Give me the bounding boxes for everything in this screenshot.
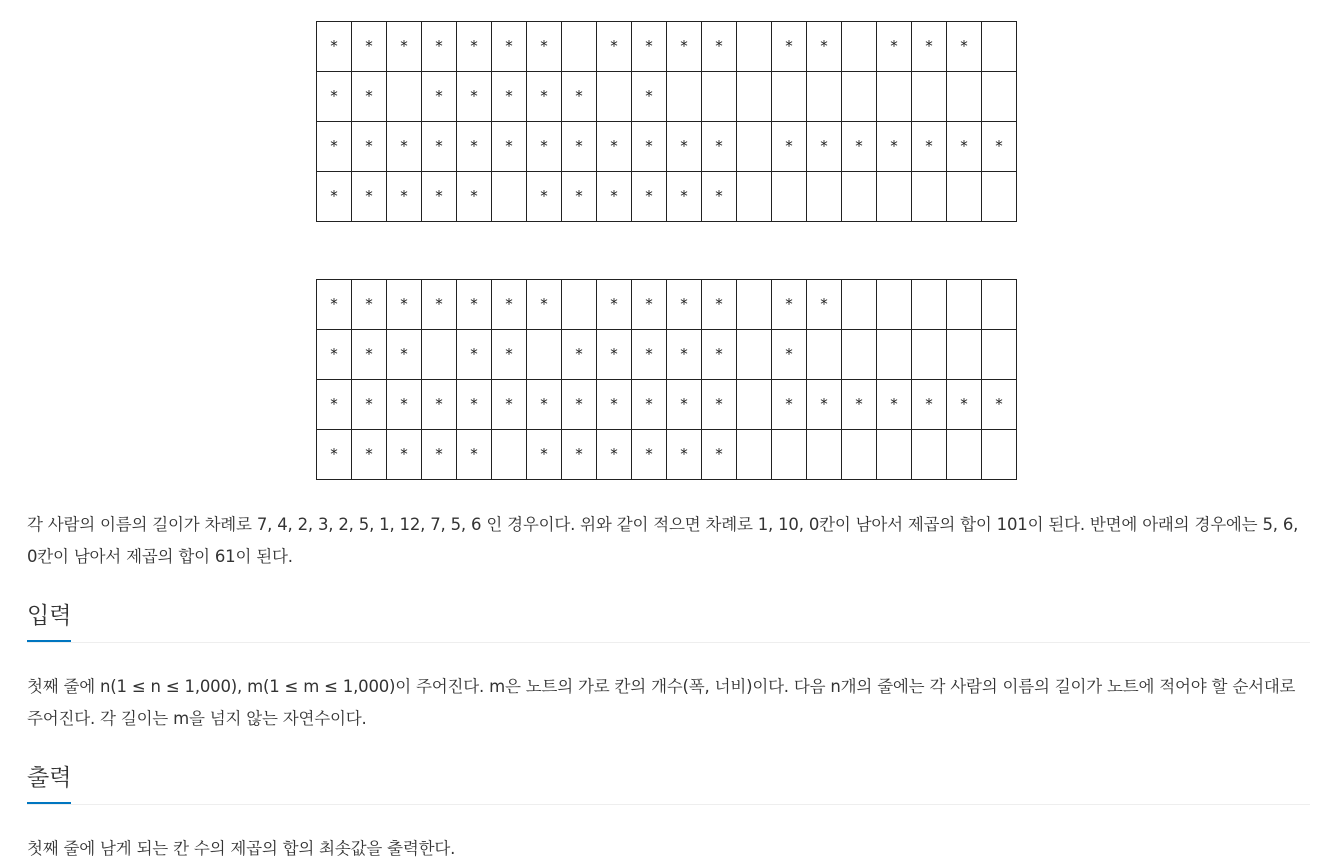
- grid-cell-filled: *: [527, 22, 562, 72]
- grid-row: [317, 22, 1017, 72]
- note-grid-example-2: [316, 279, 1017, 480]
- grid-cell-filled: *: [492, 280, 527, 330]
- grid-cell-empty: [877, 430, 912, 480]
- grid-cell-filled: *: [317, 280, 352, 330]
- grid-cell-filled: *: [527, 430, 562, 480]
- grid-cell-filled: *: [947, 122, 982, 172]
- grid-cell-empty: [982, 280, 1017, 330]
- grid-cell-filled: *: [422, 172, 457, 222]
- grid-cell-filled: *: [317, 380, 352, 430]
- grid-cell-empty: [422, 330, 457, 380]
- output-section-header: [27, 762, 1310, 805]
- grid-cell-filled: *: [842, 380, 877, 430]
- grid-cell-empty: [877, 280, 912, 330]
- grid-cell-empty: [912, 280, 947, 330]
- grid-cell-filled: *: [492, 22, 527, 72]
- grid-cell-empty: [737, 330, 772, 380]
- grid-cell-filled: *: [527, 122, 562, 172]
- grid-cell-filled: *: [317, 22, 352, 72]
- grid-cell-filled: *: [772, 380, 807, 430]
- grid-cell-filled: *: [422, 22, 457, 72]
- grid-cell-empty: [877, 72, 912, 122]
- grid-cell-filled: *: [597, 280, 632, 330]
- problem-content: [27, 0, 1310, 863]
- grid-cell-filled: *: [562, 330, 597, 380]
- grid-cell-filled: *: [457, 122, 492, 172]
- grid-cell-empty: [947, 280, 982, 330]
- grid-cell-filled: *: [457, 380, 492, 430]
- grid-cell-filled: *: [702, 280, 737, 330]
- grid-cell-filled: *: [632, 380, 667, 430]
- grid-cell-empty: [737, 280, 772, 330]
- grid-cell-filled: *: [772, 280, 807, 330]
- grid-row: [317, 72, 1017, 122]
- grid-cell-empty: [492, 172, 527, 222]
- grid-cell-filled: *: [352, 122, 387, 172]
- grid-row: [317, 172, 1017, 222]
- grid-cell-filled: *: [982, 380, 1017, 430]
- grid-cell-empty: [877, 172, 912, 222]
- grid-cell-filled: *: [317, 172, 352, 222]
- grid-cell-filled: *: [597, 122, 632, 172]
- grid-cell-filled: *: [912, 22, 947, 72]
- grid-cell-empty: [842, 430, 877, 480]
- grid-cell-empty: [737, 172, 772, 222]
- grid-cell-empty: [387, 72, 422, 122]
- grid-cell-filled: *: [702, 380, 737, 430]
- grid-cell-filled: *: [702, 22, 737, 72]
- grid-cell-filled: *: [632, 172, 667, 222]
- grid-cell-filled: *: [492, 72, 527, 122]
- grid-cell-filled: *: [842, 122, 877, 172]
- grid-cell-filled: *: [317, 430, 352, 480]
- grid-cell-empty: [982, 172, 1017, 222]
- grid-cell-filled: *: [877, 22, 912, 72]
- grid-cell-filled: *: [527, 280, 562, 330]
- grid-row: [317, 280, 1017, 330]
- grid-cell-filled: *: [807, 22, 842, 72]
- grid-cell-filled: *: [457, 22, 492, 72]
- grid-cell-empty: [807, 430, 842, 480]
- grid-cell-filled: *: [387, 280, 422, 330]
- grid-cell-empty: [702, 72, 737, 122]
- grid-cell-filled: *: [772, 330, 807, 380]
- output-section-title: 출력: [27, 762, 71, 804]
- grid-cell-empty: [982, 72, 1017, 122]
- grid-cell-empty: [982, 330, 1017, 380]
- grid-cell-empty: [842, 280, 877, 330]
- grid-cell-filled: *: [807, 280, 842, 330]
- grid-cell-empty: [737, 380, 772, 430]
- grid-cell-filled: *: [667, 280, 702, 330]
- grid-cell-empty: [842, 72, 877, 122]
- grid-cell-filled: *: [562, 380, 597, 430]
- grid-cell-filled: *: [877, 380, 912, 430]
- grid-cell-filled: *: [562, 430, 597, 480]
- grid-cell-filled: *: [597, 330, 632, 380]
- grid-cell-empty: [772, 72, 807, 122]
- grid-cell-empty: [947, 72, 982, 122]
- grid-cell-empty: [912, 330, 947, 380]
- grid-cell-filled: *: [492, 380, 527, 430]
- grid-cell-filled: *: [422, 430, 457, 480]
- grid-cell-empty: [982, 22, 1017, 72]
- grid-cell-filled: *: [387, 380, 422, 430]
- grid-cell-filled: *: [457, 430, 492, 480]
- problem-description: 각 사람의 이름의 길이가 차례로 7, 4, 2, 3, 2, 5, 1, 12, 7, 5, 6 인 경우이다. 위와 같이 적으면 차례로 1, 10, 0칸이 남아서 제곱의 합이 101이 된다. 반면에 아래의 경우에는 5, 6, 0칸이 남아서 제곱의 합이 61이 된다.: [27, 515, 1299, 566]
- grid-cell-filled: *: [597, 22, 632, 72]
- grid-cell-filled: *: [492, 122, 527, 172]
- grid-cell-filled: *: [352, 172, 387, 222]
- grid-cell-empty: [912, 430, 947, 480]
- input-description: 첫째 줄에 n(1 ≤ n ≤ 1,000), m(1 ≤ m ≤ 1,000)이 주어진다. m은 노트의 가로 칸의 개수(폭, 너비)이다. 다음 n개의 줄에는 각 사람의 이름의 길이가 노트에 적어야 할 순서대로 주어진다. 각 길이는 m을 넘지 않는 자연수이다.: [27, 677, 1296, 728]
- grid-cell-filled: *: [422, 280, 457, 330]
- grid-cell-filled: *: [632, 330, 667, 380]
- grid-cell-filled: *: [982, 122, 1017, 172]
- grid-cell-filled: *: [947, 380, 982, 430]
- grid-cell-filled: *: [317, 122, 352, 172]
- grid-cell-filled: *: [632, 280, 667, 330]
- input-section-title: 입력: [27, 600, 71, 642]
- grid-cell-filled: *: [667, 380, 702, 430]
- grid-cell-filled: *: [667, 430, 702, 480]
- grid-cell-filled: *: [457, 280, 492, 330]
- grid-cell-filled: *: [352, 22, 387, 72]
- grid-cell-filled: *: [597, 380, 632, 430]
- grid-cell-empty: [562, 22, 597, 72]
- grid-cell-empty: [842, 330, 877, 380]
- grid-cell-empty: [842, 22, 877, 72]
- grid-cell-empty: [807, 172, 842, 222]
- grid-cell-filled: *: [457, 172, 492, 222]
- grid-row: [317, 330, 1017, 380]
- grid-cell-filled: *: [702, 330, 737, 380]
- grid-cell-filled: *: [387, 330, 422, 380]
- grid-cell-empty: [562, 280, 597, 330]
- grid-cell-filled: *: [527, 172, 562, 222]
- grid-cell-empty: [842, 172, 877, 222]
- grid-cell-empty: [667, 72, 702, 122]
- grid-cell-filled: *: [632, 72, 667, 122]
- grid-cell-filled: *: [422, 380, 457, 430]
- grid-cell-filled: *: [632, 122, 667, 172]
- grid-cell-filled: *: [912, 380, 947, 430]
- grid-cell-empty: [737, 122, 772, 172]
- grid-cell-filled: *: [772, 122, 807, 172]
- grid-cell-filled: *: [947, 22, 982, 72]
- input-section-header: [27, 600, 1310, 643]
- grid-cell-filled: *: [422, 122, 457, 172]
- grid-cell-empty: [982, 430, 1017, 480]
- grid-cell-empty: [912, 72, 947, 122]
- grid-cell-empty: [737, 430, 772, 480]
- grid-cell-filled: *: [387, 430, 422, 480]
- grid-cell-filled: *: [352, 430, 387, 480]
- grid-cell-filled: *: [807, 122, 842, 172]
- grid-cell-empty: [947, 172, 982, 222]
- grid-cell-empty: [772, 430, 807, 480]
- grid-cell-empty: [492, 430, 527, 480]
- grid-cell-filled: *: [387, 122, 422, 172]
- grid-cell-filled: *: [597, 430, 632, 480]
- grid-cell-filled: *: [667, 172, 702, 222]
- grid-cell-filled: *: [912, 122, 947, 172]
- grid-cell-filled: *: [457, 330, 492, 380]
- grid-cell-empty: [772, 172, 807, 222]
- grid-cell-filled: *: [352, 72, 387, 122]
- grid-cell-filled: *: [667, 330, 702, 380]
- grid-cell-filled: *: [527, 72, 562, 122]
- grid-cell-empty: [597, 72, 632, 122]
- grid-cell-filled: *: [597, 172, 632, 222]
- grid-cell-filled: *: [632, 22, 667, 72]
- grid-row: [317, 380, 1017, 430]
- grid-cell-empty: [912, 172, 947, 222]
- grid-row: [317, 122, 1017, 172]
- grid-cell-filled: *: [562, 172, 597, 222]
- grid-cell-filled: *: [632, 430, 667, 480]
- grid-cell-filled: *: [387, 22, 422, 72]
- grid-cell-filled: *: [422, 72, 457, 122]
- grid-cell-filled: *: [352, 280, 387, 330]
- grid-cell-filled: *: [352, 380, 387, 430]
- grid-cell-filled: *: [527, 380, 562, 430]
- grid-row: [317, 430, 1017, 480]
- grid-cell-filled: *: [772, 22, 807, 72]
- grid-cell-empty: [947, 330, 982, 380]
- grid-cell-empty: [807, 72, 842, 122]
- grid-cell-empty: [947, 430, 982, 480]
- grid-cell-empty: [527, 330, 562, 380]
- grid-cell-filled: *: [667, 22, 702, 72]
- grid-cell-filled: *: [807, 380, 842, 430]
- grid-cell-empty: [737, 22, 772, 72]
- grid-cell-empty: [737, 72, 772, 122]
- grid-cell-filled: *: [457, 72, 492, 122]
- grid-cell-filled: *: [317, 330, 352, 380]
- output-description: 첫째 줄에 남게 되는 칸 수의 제곱의 합의 최솟값을 출력한다.: [27, 839, 456, 858]
- grid-cell-empty: [807, 330, 842, 380]
- grid-cell-filled: *: [352, 330, 387, 380]
- grid-cell-filled: *: [492, 330, 527, 380]
- grid-cell-filled: *: [667, 122, 702, 172]
- grid-cell-filled: *: [562, 122, 597, 172]
- grid-cell-filled: *: [702, 172, 737, 222]
- note-grid-example-1: [316, 21, 1017, 222]
- grid-cell-empty: [877, 330, 912, 380]
- grid-cell-filled: *: [317, 72, 352, 122]
- grid-cell-filled: *: [387, 172, 422, 222]
- grid-cell-filled: *: [702, 430, 737, 480]
- grid-cell-filled: *: [877, 122, 912, 172]
- grid-cell-filled: *: [562, 72, 597, 122]
- grid-cell-filled: *: [702, 122, 737, 172]
